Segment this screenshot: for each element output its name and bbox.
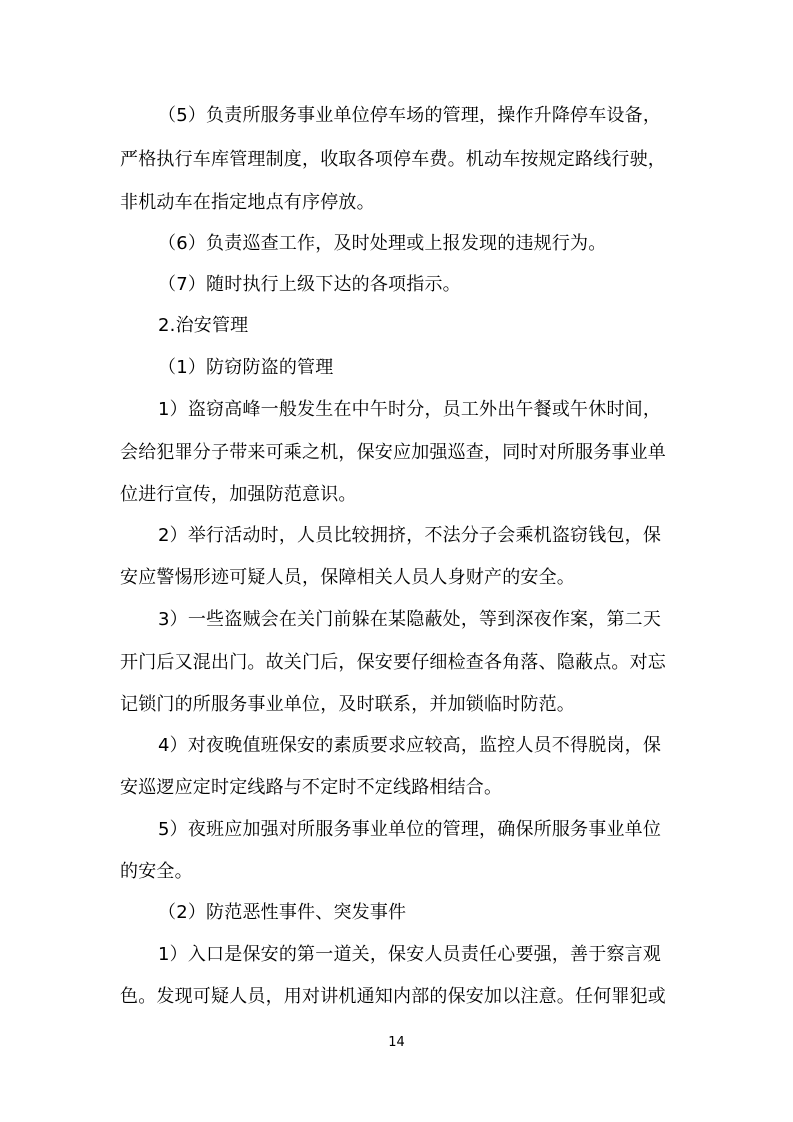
paragraph-line: 1）入口是保安的第一道关，保安人员责任心要强，善于察言观 (158, 944, 662, 965)
subsection-heading: （2）防范恶性事件、突发事件 (158, 902, 407, 923)
page-number: 14 (388, 1035, 405, 1050)
paragraph-line: 非机动车在指定地点有序停放。 (120, 192, 375, 213)
paragraph-line: 5）夜班应加强对所服务事业单位的管理，确保所服务事业单位 (158, 819, 662, 840)
paragraph-line: （5）负责所服务事业单位停车场的管理，操作升降停车设备， (158, 105, 662, 126)
paragraph-line: 会给犯罪分子带来可乘之机，保安应加强巡查，同时对所服务事业单 (120, 442, 666, 463)
paragraph-line: 1）盗窃高峰一般发生在中午时分，员工外出午餐或午休时间， (158, 399, 662, 420)
paragraph-line: 色。发现可疑人员，用对讲机通知内部的保安加以注意。任何罪犯或 (120, 986, 666, 1007)
section-heading: 2.治安管理 (158, 315, 249, 336)
paragraph-line: 位进行宣传，加强防范意识。 (120, 484, 357, 505)
subsection-heading: （1）防窃防盗的管理 (158, 357, 334, 378)
paragraph-line: 开门后又混出门。故关门后，保安要仔细检查各角落、隐蔽点。对忘 (120, 652, 666, 673)
paragraph-line: 安应警惕形迹可疑人员，保障相关人员人身财产的安全。 (120, 567, 575, 588)
paragraph-line: 严格执行车库管理制度，收取各项停车费。机动车按规定路线行驶， (120, 149, 666, 170)
paragraph-line: 的安全。 (120, 861, 193, 882)
paragraph-line: （7）随时执行上级下达的各项指示。 (158, 274, 461, 295)
paragraph-line: 3）一些盗贼会在关门前躲在某隐蔽处，等到深夜作案，第二天 (158, 609, 662, 630)
paragraph-line: 记锁门的所服务事业单位，及时联系，并加锁临时防范。 (120, 694, 575, 715)
paragraph-line: 安巡逻应定时定线路与不定时不定线路相结合。 (120, 777, 503, 798)
paragraph-line: （6）负责巡查工作，及时处理或上报发现的违规行为。 (158, 233, 607, 254)
paragraph-line: 4）对夜晚值班保安的素质要求应较高，监控人员不得脱岗，保 (158, 735, 662, 756)
paragraph-line: 2）举行活动时，人员比较拥挤，不法分子会乘机盗窃钱包，保 (158, 525, 662, 546)
